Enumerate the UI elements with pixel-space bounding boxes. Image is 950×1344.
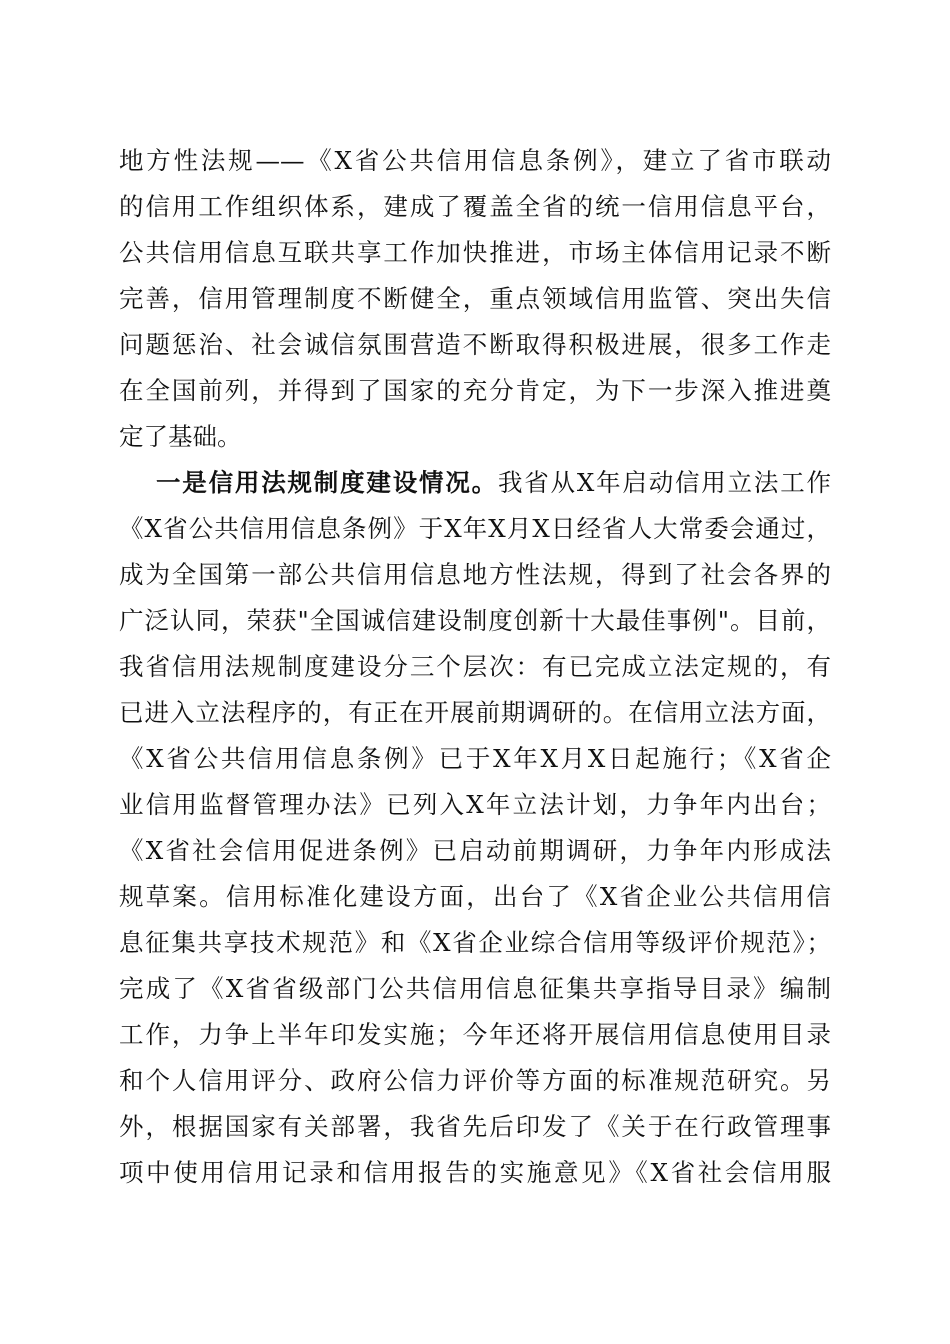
text-line: 和个人信用评分、政府公信力评价等方面的标准规范研究。另 <box>119 1066 831 1095</box>
text-line: 《X省公共信用信息条例》已于X年X月X日起施行；《X省企 <box>119 744 831 773</box>
section-heading: 一是信用法规制度建设情况。 <box>156 468 498 497</box>
text-line: 已进入立法程序的，有正在开展前期调研的。在信用立法方面， <box>119 698 831 727</box>
text-line: 的信用工作组织体系，建成了覆盖全省的统一信用信息平台， <box>119 192 831 221</box>
text-line: 息征集共享技术规范》和《X省企业综合信用等级评价规范》； <box>119 928 831 957</box>
text-line: 规草案。信用标准化建设方面，出台了《X省企业公共信用信 <box>119 882 831 911</box>
text-line: 外，根据国家有关部署，我省先后印发了《关于在行政管理事 <box>119 1112 831 1141</box>
text-line: 公共信用信息互联共享工作加快推进，市场主体信用记录不断 <box>119 238 831 267</box>
heading-line-text: 我省从X年启动信用立法工作 <box>497 468 831 497</box>
text-line: 我省信用法规制度建设分三个层次：有已完成立法定规的，有 <box>119 652 831 681</box>
text-line: 在全国前列，并得到了国家的充分肯定，为下一步深入推进奠 <box>119 376 831 405</box>
text-line: 完成了《X省省级部门公共信用信息征集共享指导目录》编制 <box>119 974 831 1003</box>
text-line: 定了基础。 <box>119 422 242 451</box>
text-line: 问题惩治、社会诚信氛围营造不断取得积极进展，很多工作走 <box>119 330 831 359</box>
text-line: 《X省社会信用促进条例》已启动前期调研，力争年内形成法 <box>119 836 831 865</box>
text-line: 业信用监督管理办法》已列入X年立法计划，力争年内出台； <box>119 790 831 819</box>
text-line: 广泛认同，荣获"全国诚信建设制度创新十大最佳事例"。目前， <box>119 606 831 635</box>
text-line: 完善，信用管理制度不断健全，重点领域信用监管、突出失信 <box>119 284 831 313</box>
text-line: 工作，力争上半年印发实施；今年还将开展信用信息使用目录 <box>119 1020 831 1049</box>
text-line: 项中使用信用记录和信用报告的实施意见》《X省社会信用服 <box>119 1158 831 1187</box>
text-line: 地方性法规——《X省公共信用信息条例》，建立了省市联动 <box>119 146 831 175</box>
text-line: 《X省公共信用信息条例》于X年X月X日经省人大常委会通过， <box>119 514 831 543</box>
text-line: 成为全国第一部公共信用信息地方性法规，得到了社会各界的 <box>119 560 831 589</box>
paragraph-heading-line <box>156 463 831 503</box>
